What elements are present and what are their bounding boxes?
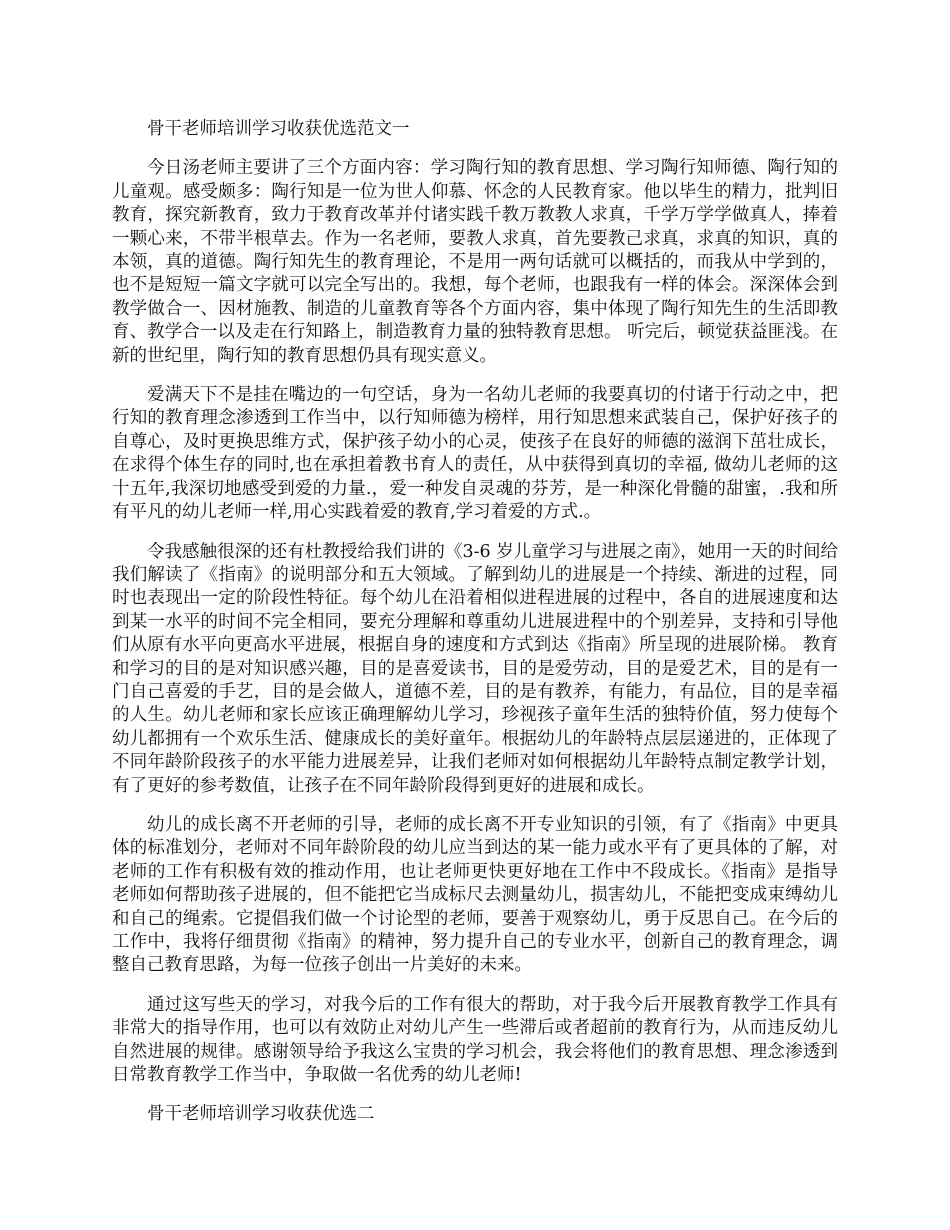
document-body <box>112 118 838 1143</box>
paragraph-3: 令我感触很深的还有杜教授给我们讲的《3-6 岁儿童学习与进展之南》，她用一天的时间给我们解读了《指南》的说明部分和五大领域。了解到幼儿的进展是一个持续、渐进的过程，同时也表现出一定的阶段性特征。每个幼儿在沿着相似进程进展的过程中，各自的进展速度和达到某一水平的时间不完全相同，要充分理解和尊重幼儿进展进程中的个别差异，支持和引导他们从原有水平向更高水平进展，根据自身的速度和方式到达《指南》所呈现的进展阶梯。 教育和学习的目的是对知识感兴趣，目的是喜爱读书，目的是爱劳动，目的是爱艺术，目的是有一门自己喜爱的手艺，目的是会做人，道德不差，目的是有教养，有能力，有品位，目的是幸福的人生。幼儿老师和家长应该正确理解幼儿学习，珍视孩子童年生活的独特价值，努力使每个幼儿都拥有一个欢乐生活、健康成长的美好童年。根据幼儿的年龄特点层层递进的，正体现了不同年龄阶段孩子的水平能力进展差异，让我们老师对如何根据幼儿年龄特点制定教学计划，有了更好的参考数值，让孩子在不同年龄阶段得到更好的进展和成长。 <box>112 541 838 796</box>
paragraph-4: 幼儿的成长离不开老师的引导，老师的成长离不开专业知识的引领，有了《指南》中更具体的标准划分，老师对不同年龄阶段的幼儿应当到达的某一能力或水平有了更具体的了解，对老师的工作有积极有效的推动作用，也让老师更快更好地在工作中不段成长。《指南》是指导老师如何帮助孩子进展的，但不能把它当成标尺去测量幼儿，损害幼儿，不能把变成束缚幼儿和自己的绳索。它提倡我们做一个讨论型的老师，要善于观察幼儿，勇于反思自己。在今后的工作中，我将仔细贯彻《指南》的精神，努力提升自己的专业水平，创新自己的教育理念，调整自己教育思路，为每一位孩子创出一片美好的未来。 <box>112 814 838 976</box>
paragraph-1: 今日汤老师主要讲了三个方面内容：学习陶行知的教育思想、学习陶行知师德、陶行知的儿童观。感受颇多：陶行知是一位为世人仰慕、怀念的人民教育家。他以毕生的精力，批判旧教育，探究新教育，致力于教育改革并付诸实践千教万教教人求真，千学万学学做真人，捧着一颗心来，不带半根草去。作为一名老师，要教人求真，首先要教己求真，求真的知识，真的本领，真的道德。陶行知先生的教育理论，不是用一两句话就可以概括的，而我从中学到的，也不是短短一篇文字就可以完全写出的。我想，每个老师，也跟我有一样的体会。深深体会到教学做合一、因材施教、制造的儿童教育等各个方面内容，集中体现了陶行知先生的生活即教育、教学合一以及走在行知路上，制造教育力量的独特教育思想。 听完后，顿觉获益匪浅。在新的世纪里，陶行知的教育思想仍具有现实意义。 <box>112 158 838 366</box>
paragraph-5: 通过这写些天的学习，对我今后的工作有很大的帮助，对于我今后开展教育教学工作具有非常大的指导作用，也可以有效防止对幼儿产生一些滞后或者超前的教育行为，从而违反幼儿自然进展的规律。感谢领导给予我这么宝贵的学习机会，我会将他们的教育思想、理念渗透到日常教育教学工作当中，争取做一名优秀的幼儿老师! <box>112 994 838 1086</box>
second-section-title: 骨干老师培训学习收获优选二 <box>147 1104 375 1125</box>
paragraph-2: 爱满天下不是挂在嘴边的一句空话，身为一名幼儿老师的我要真切的付诸于行动之中，把行知的教育理念渗透到工作当中，以行知师德为榜样，用行知思想来武装自己，保护好孩子的自尊心，及时更换思维方式，保护孩子幼小的心灵，使孩子在良好的师德的滋润下茁壮成长，在求得个体生存的同时,也在承担着教书育人的责任，从中获得到真切的幸福, 做幼儿老师的这十五年,我深切地感受到爱的力量.，爱一种发自灵魂的芬芳，是一种深化骨髓的甜蜜，.我和所有平凡的幼儿老师一样,用心实践着爱的教育,学习着爱的方式.。 <box>112 385 838 523</box>
document-title: 骨干老师培训学习收获优选范文一 <box>147 119 410 139</box>
